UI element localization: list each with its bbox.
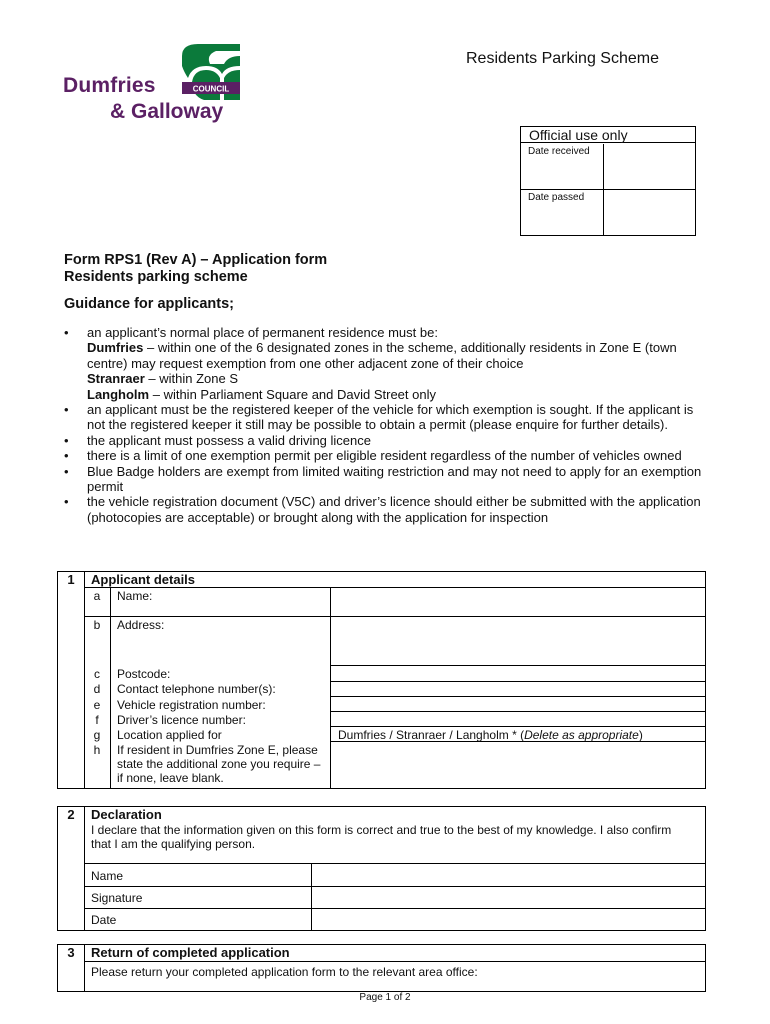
postcode-label: Postcode: — [117, 667, 171, 681]
guidance-item-licence — [64, 433, 714, 448]
official-use-title: Official use only — [521, 127, 695, 143]
return-instructions: Please return your completed application form to the relevant area office: — [91, 965, 478, 979]
licence-label: Driver’s licence number: — [117, 713, 246, 727]
telephone-field[interactable] — [331, 682, 704, 696]
telephone-label: Contact telephone number(s): — [117, 682, 276, 696]
official-divider — [603, 144, 604, 235]
guidance-subitem-stranraer — [87, 371, 714, 386]
section-title: Applicant details — [91, 572, 196, 587]
stranraer-label: Stranraer — [87, 371, 145, 387]
section-title: Return of completed application — [91, 945, 290, 960]
location-options-text: Dumfries / Stranraer / Langholm * ( — [338, 728, 525, 742]
guidance-subitem-langholm — [87, 387, 714, 402]
row-letter: c — [94, 667, 100, 681]
form-title-line2: Residents parking scheme — [64, 269, 248, 285]
bullet-icon: • — [64, 432, 69, 448]
page-number: Page 1 of 2 — [359, 992, 411, 1003]
section-declaration — [57, 806, 706, 931]
section-number: 3 — [58, 945, 85, 991]
logo-badge-text: COUNCIL — [192, 84, 230, 94]
section-applicant-details — [57, 571, 706, 789]
guidance-item-text: there is a limit of one exemption permit per eligible resident regardless of the number of vehicles owned — [87, 448, 682, 464]
declaration-name-label: Name — [91, 869, 124, 883]
guidance-item-limit — [64, 448, 714, 463]
grid-line — [110, 587, 111, 788]
name-label: Name: — [117, 589, 153, 603]
guidance-item-text: an applicant must be the registered keeper of the vehicle for which exemption is sought. If the applicant is not the registered keeper it still may be possible to obtain a permit (please enquire for further details). — [87, 402, 694, 433]
declaration-date-field[interactable] — [312, 909, 704, 929]
additional-zone-label: If resident in Dumfries Zone E, please state the additional zone you require – if none, leave blank. — [117, 743, 321, 785]
guidance-item-text: the vehicle registration document (V5C) and driver’s licence should either be submitted with the application (photocopies are acceptable) or brought along with the application for inspection — [87, 494, 701, 525]
form-title-line1: Form RPS1 (Rev A) – Application form — [64, 252, 328, 268]
location-options-note: Delete as appropriate — [524, 728, 639, 742]
page-header-title: Residents Parking Scheme — [466, 50, 659, 67]
guidance-item-text: Blue Badge holders are exempt from limited waiting restriction and may not need to apply for an exemption permit — [87, 463, 702, 495]
name-field[interactable] — [331, 588, 704, 616]
bullet-icon: • — [64, 325, 69, 340]
form-title — [64, 252, 327, 286]
section-number: 1 — [58, 572, 85, 788]
guidance-item-residence — [64, 325, 714, 402]
address-label: Address: — [117, 618, 165, 632]
row-letter: b — [93, 618, 101, 632]
official-use-box — [520, 126, 696, 236]
guidance-item-documents — [64, 494, 714, 525]
row-letter: e — [93, 698, 101, 712]
section-return — [57, 944, 706, 992]
grid-line — [84, 961, 705, 962]
guidance-item-keeper — [64, 402, 714, 433]
row-letter: h — [93, 743, 101, 757]
row-letter: a — [93, 589, 101, 603]
bullet-icon: • — [64, 494, 69, 510]
postcode-field[interactable] — [331, 666, 704, 681]
dumfries-text: – within one of the 6 designated zones in the scheme, additionally residents in Zone E (town centre) may request exemption from one other adjacent zone of their choice — [87, 340, 677, 371]
location-options-end: ) — [638, 728, 643, 742]
signature-field[interactable] — [312, 887, 704, 908]
location-options[interactable] — [338, 728, 643, 742]
date-passed-label: Date passed — [528, 192, 585, 203]
langholm-text: – within Parliament Square and David Street only — [149, 386, 436, 402]
guidance-title: Guidance for applicants; — [64, 296, 234, 312]
row-letter: f — [95, 713, 99, 727]
guidance-item-blue-badge — [64, 464, 714, 495]
langholm-label: Langholm — [87, 386, 150, 402]
location-label: Location applied for — [117, 728, 222, 742]
official-row-date-received — [521, 144, 695, 190]
bullet-icon: • — [64, 402, 69, 418]
section-title: Declaration — [91, 807, 162, 822]
guidance-item-text: the applicant must possess a valid driving licence — [87, 432, 371, 448]
council-logo-icon — [180, 42, 242, 100]
declaration-text: I declare that the information given on this form is correct and true to the best of my knowledge. I also confirm that I am the qualifying person. — [91, 823, 672, 851]
declaration-name-field[interactable] — [312, 864, 704, 886]
guidance-item-text: an applicant’s normal place of permanent residence must be: — [87, 325, 438, 340]
bullet-icon: • — [64, 448, 69, 464]
signature-label: Signature — [91, 891, 143, 905]
date-received-label: Date received — [528, 146, 590, 157]
vehicle-reg-label: Vehicle registration number: — [117, 698, 266, 712]
declaration-date-label: Date — [91, 913, 117, 927]
section-number: 2 — [58, 807, 85, 930]
stranraer-text: – within Zone S — [144, 371, 239, 387]
dumfries-label: Dumfries — [87, 340, 144, 356]
guidance-list — [64, 325, 714, 525]
row-letter: d — [93, 682, 101, 696]
licence-field[interactable] — [331, 712, 704, 726]
address-field[interactable] — [331, 617, 704, 665]
vehicle-reg-field[interactable] — [331, 697, 704, 711]
logo-wordmark-line2: & Galloway — [110, 100, 224, 123]
bullet-icon: • — [64, 463, 69, 479]
logo-wordmark-line1: Dumfries — [63, 74, 156, 97]
additional-zone-field[interactable] — [331, 742, 704, 787]
row-letter: g — [93, 728, 101, 742]
official-row-date-passed — [521, 190, 695, 235]
grid-line — [330, 726, 705, 727]
guidance-subitem-dumfries — [87, 340, 714, 371]
